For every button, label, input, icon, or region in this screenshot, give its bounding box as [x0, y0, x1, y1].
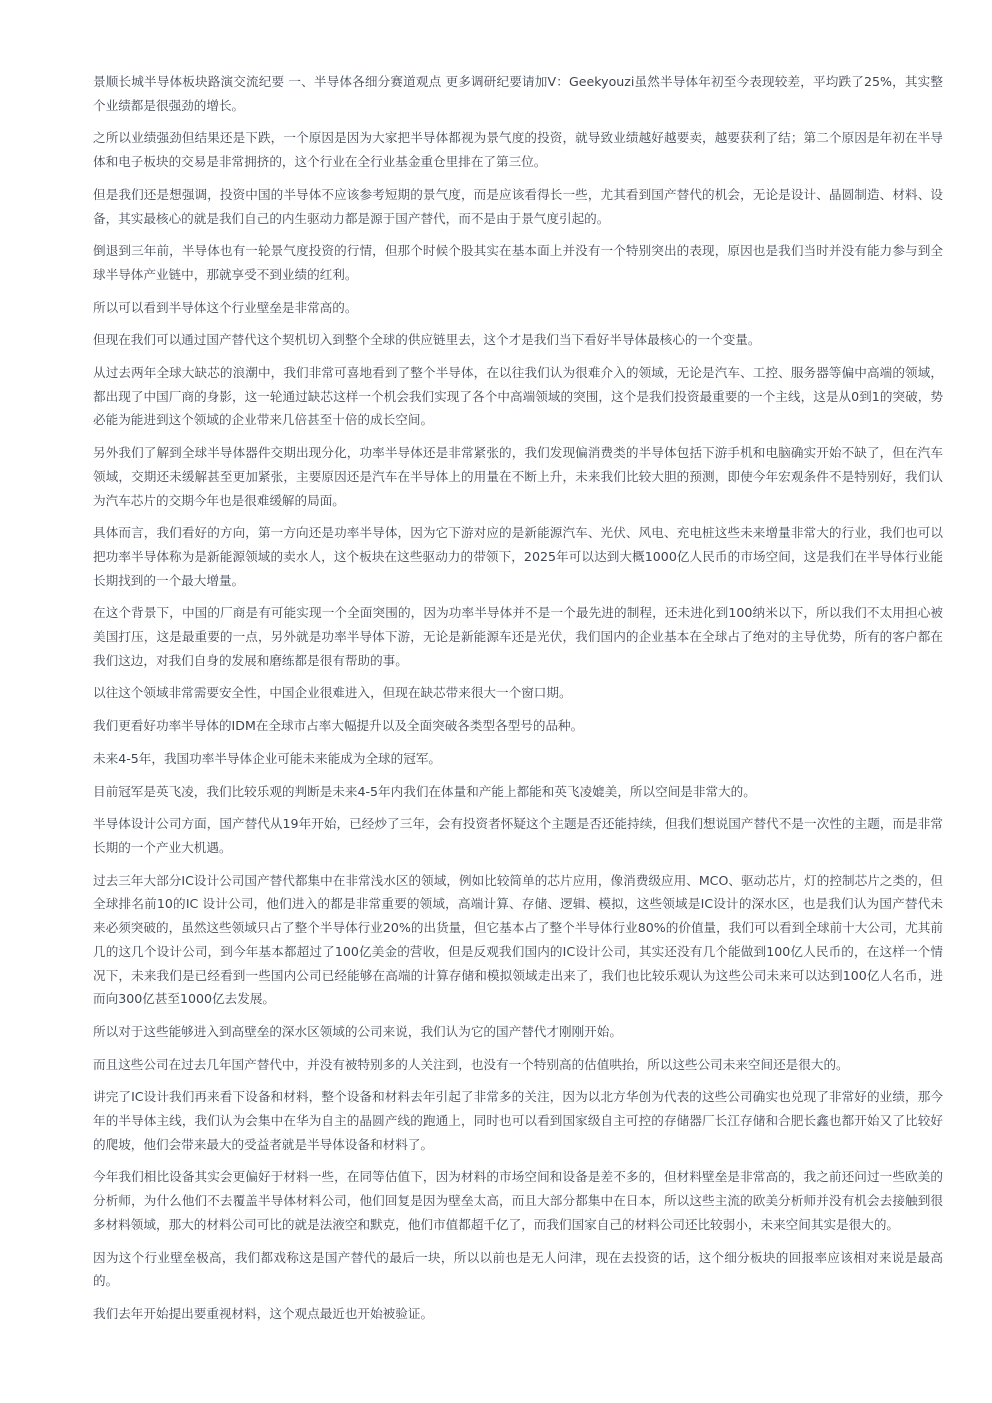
paragraph-9: 具体而言，我们看好的方向，第一方向还是功率半导体，因为它下游对应的是新能源汽车、光伏、风电、充电桩这些未来增量非常大的行业，我们也可以把功率半导体称为是新能源领域的卖水人，这个板块在这些驱动力的带领下，2025年可以达到大概1000亿人民币的市场空间，这是我们在半导体行业能长期找到的一个最大增量。	[93, 525, 943, 588]
paragraph-8: 另外我们了解到全球半导体器件交期出现分化，功率半导体还是非常紧张的，我们发现偏消费类的半导体包括下游手机和电脑确实开始不缺了，但在汽车领域，交期还未缓解甚至更加紧张，主要原因还是汽车在半导体上的用量在不断上升，未来我们比较大胆的预测，即使今年宏观条件不是特别好，我们认为汽车芯片的交期今年也是很难缓解的局面。	[93, 445, 943, 508]
paragraph-10: 在这个背景下，中国的厂商是有可能实现一个全面突围的，因为功率半导体并不是一个最先进的制程，还未进化到100纳米以下，所以我们不太用担心被美国打压，这是最重要的一点，另外就是功率半导体下游，无论是新能源车还是光伏，我们国内的企业基本在全球占了绝对的主导优势，所有的客户都在我们这边，对我们自身的发展和磨练都是很有帮助的事。	[93, 605, 943, 668]
paragraph-15: 半导体设计公司方面，国产替代从19年开始，已经炒了三年，会有投资者怀疑这个主题是否还能持续，但我们想说国产替代不是一次性的主题，而是非常长期的一个产业大机遇。	[93, 816, 943, 855]
paragraph-18: 而且这些公司在过去几年国产替代中，并没有被特别多的人关注到，也没有一个特别高的估值哄抬，所以这些公司未来空间还是很大的。	[93, 1056, 849, 1072]
paragraph-6: 但现在我们可以通过国产替代这个契机切入到整个全球的供应链里去，这个才是我们当下看好半导体最核心的一个变量。	[93, 332, 761, 348]
paragraph-4: 倒退到三年前，半导体也有一轮景气度投资的行情，但那个时候个股其实在基本面上并没有一个特别突出的表现，原因也是我们当时并没有能力参与到全球半导体产业链中，那就享受不到业绩的红利。	[93, 243, 943, 282]
paragraph-7: 从过去两年全球大缺芯的浪潮中，我们非常可喜地看到了整个半导体，在以往我们认为很难介入的领域，无论是汽车、工控、服务器等偏中高端的领域，都出现了中国厂商的身影，这一轮通过缺芯这样一个机会我们实现了各个中高端领域的突围，这个是我们投资最重要的一个主线，这是从0到1的突破，势必能为能进到这个领域的企业带来几倍甚至十倍的成长空间。	[93, 365, 943, 428]
document-body	[93, 70, 943, 1335]
paragraph-20: 今年我们相比设备其实会更偏好于材料一些，在同等估值下，因为材料的市场空间和设备是差不多的，但材料壁垒是非常高的，我之前还问过一些欧美的分析师，为什么他们不去覆盖半导体材料公司，他们回复是因为壁垒太高，而且大部分都集中在日本，所以这些主流的欧美分析师并没有机会去接触到很多材料领域，那大的材料公司可比的就是法液空和默克，他们市值都超千亿了，而我们国家自己的材料公司还比较弱小，未来空间其实是很大的。	[93, 1169, 943, 1232]
paragraph-11: 以往这个领域非常需要安全性，中国企业很难进入，但现在缺芯带来很大一个窗口期。	[93, 685, 572, 701]
paragraph-19: 讲完了IC设计我们再来看下设备和材料，整个设备和材料去年引起了非常多的关注，因为以北方华创为代表的这些公司确实也兑现了非常好的业绩，那今年的半导体主线，我们认为会集中在华为自主的晶圆产线的跑通上，同时也可以看到国家级自主可控的存储器厂长江存储和合肥长鑫也都开始又了比较好的爬坡，他们会带来最大的受益者就是半导体设备和材料了。	[93, 1089, 943, 1152]
paragraph-14: 目前冠军是英飞凌，我们比较乐观的判断是未来4-5年内我们在体量和产能上都能和英飞凌媲美，所以空间是非常大的。	[93, 783, 756, 799]
paragraph-16: 过去三年大部分IC设计公司国产替代都集中在非常浅水区的领域，例如比较简单的芯片应用，像消费级应用、MCO、驱动芯片，灯的控制芯片之类的，但全球排名前10的IC 设计公司，他们进入的都是非常重要的领域，高端计算、存储、逻辑、模拟，这些领域是IC设计的深水区，也是我们认为国产替代未来必须突破的，虽然这些领域只占了整个半导体行业20%的出货量，但它基本占了整个半导体行业80%的价值量，我们可以看到全球前十大公司，尤其前几的这几个设计公司，到今年基本都超过了100亿美金的营收，但是反观我们国内的IC设计公司，其实还没有几个能做到100亿人民币的，在这样一个情况下，未来我们是已经看到一些国内公司已经能够在高端的计算存储和模拟领域走出来了，我们也比较乐观认为这些公司未来可以达到100亿人名币，进而向300亿甚至1000亿去发展。	[93, 872, 943, 1007]
paragraph-1: 景顺长城半导体板块路演交流纪要 一、半导体各细分赛道观点 更多调研纪要请加V：Geekyouzi虽然半导体年初至今表现较差，平均跌了25%，其实整个业绩都是很强劲的增长。	[93, 74, 943, 113]
paragraph-13: 未来4-5年，我国功率半导体企业可能未来能成为全球的冠军。	[93, 750, 442, 766]
paragraph-5: 所以可以看到半导体这个行业壁垒是非常高的。	[93, 299, 358, 315]
paragraph-12: 我们更看好功率半导体的IDM在全球市占率大幅提升以及全面突破各类型各型号的品种。	[93, 718, 584, 734]
paragraph-22: 我们去年开始提出要重视材料，这个观点最近也开始被验证。	[93, 1305, 434, 1321]
paragraph-17: 所以对于这些能够进入到高壁垒的深水区领域的公司来说，我们认为它的国产替代才刚刚开始。	[93, 1023, 622, 1039]
paragraph-2: 之所以业绩强劲但结果还是下跌，一个原因是因为大家把半导体都视为景气度的投资，就导致业绩越好越要卖，越要获利了结；第二个原因是年初在半导体和电子板块的交易是非常拥挤的，这个行业在全行业基金重仓里排在了第三位。	[93, 130, 943, 170]
paragraph-3: 但是我们还是想强调，投资中国的半导体不应该参考短期的景气度，而是应该看得长一些，尤其看到国产替代的机会，无论是设计、晶圆制造、材料、设备，其实最核心的就是我们自己的内生驱动力都是源于国产替代，而不是由于景气度引起的。	[93, 186, 943, 226]
paragraph-21: 因为这个行业壁垒极高，我们都戏称这是国产替代的最后一块，所以以前也是无人问津，现在去投资的话，这个细分板块的回报率应该相对来说是最高的。	[93, 1249, 943, 1289]
